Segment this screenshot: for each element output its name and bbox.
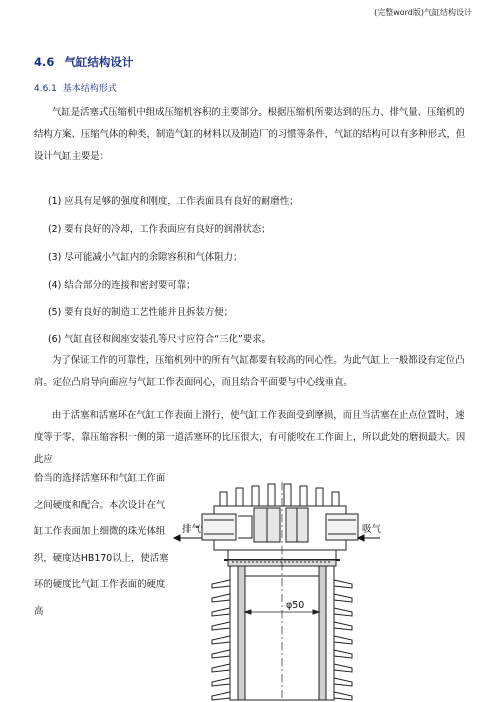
list-item: (6) 气缸直径和阀座安装孔等尺寸应符合“三化”要求。 [48, 334, 271, 345]
subsection-title: 基本结构形式 [62, 84, 117, 94]
paragraph-wear: 由于活塞和活塞环在气缸工作表面上滑行，使气缸工作表面受到摩损，而且当活塞在止点位置时，速度等于零，靠压缩容积一侧的第一道活塞环的比压很大，有可能咬在工作面上，所以此处的磨损最大。因此应 [34, 410, 466, 465]
section-heading [34, 54, 133, 70]
list-item: (1) 应具有足够的强度和刚度，工作表面具有良好的耐磨性； [48, 196, 299, 207]
section-number: 4.6 [34, 55, 55, 69]
cylinder-drawing [168, 480, 390, 702]
intake-label: 吸气 [362, 524, 382, 535]
paragraph-concentricity: 为了保证工作的可靠性，压缩机列中的所有气缸都要有较高的同心性。为此气缸上一般都设有定位凸肩。定位凸肩导向面应与气缸工作表面同心，而且结合平面要与中心线垂直。 [34, 355, 465, 388]
diameter-label: φ50 [286, 600, 305, 611]
list-item: (3) 尽可能减小气缸内的余隙容积和气体阻力； [48, 252, 243, 263]
subsection-number: 4.6.1 [34, 84, 57, 94]
list-item: (4) 结合部分的连接和密封要可靠； [48, 280, 196, 291]
paragraph-hardness: 恰当的选择活塞环和气缸工作面之间硬度和配合。本次设计在气缸工作表面加上细微的珠光体组织，硬度达HB170以上，使活塞环的硬度比气缸工作表面的硬度高 [34, 473, 169, 617]
list-item: (2) 要有良好的冷却，工作表面应有良好的润滑状态； [48, 224, 271, 235]
section-title: 气缸结构设计 [64, 55, 134, 69]
paragraph-intro: 气缸是活塞式压缩机中组成压缩机容积的主要部分。根据压缩机所要达到的压力、排气量、压缩机的结构方案、压缩气体的种类，制造气缸的材料以及制造厂的习惯等条件，气缸的结构可以有多种形式，但设计气缸主要是： [34, 107, 466, 162]
running-header: (完整word版)气缸结构设计 [374, 8, 472, 17]
list-item: (5) 要有良好的制造工艺性能并且拆装方便； [48, 307, 234, 318]
exhaust-label: 排气 [182, 524, 202, 535]
subsection-heading [34, 81, 117, 94]
